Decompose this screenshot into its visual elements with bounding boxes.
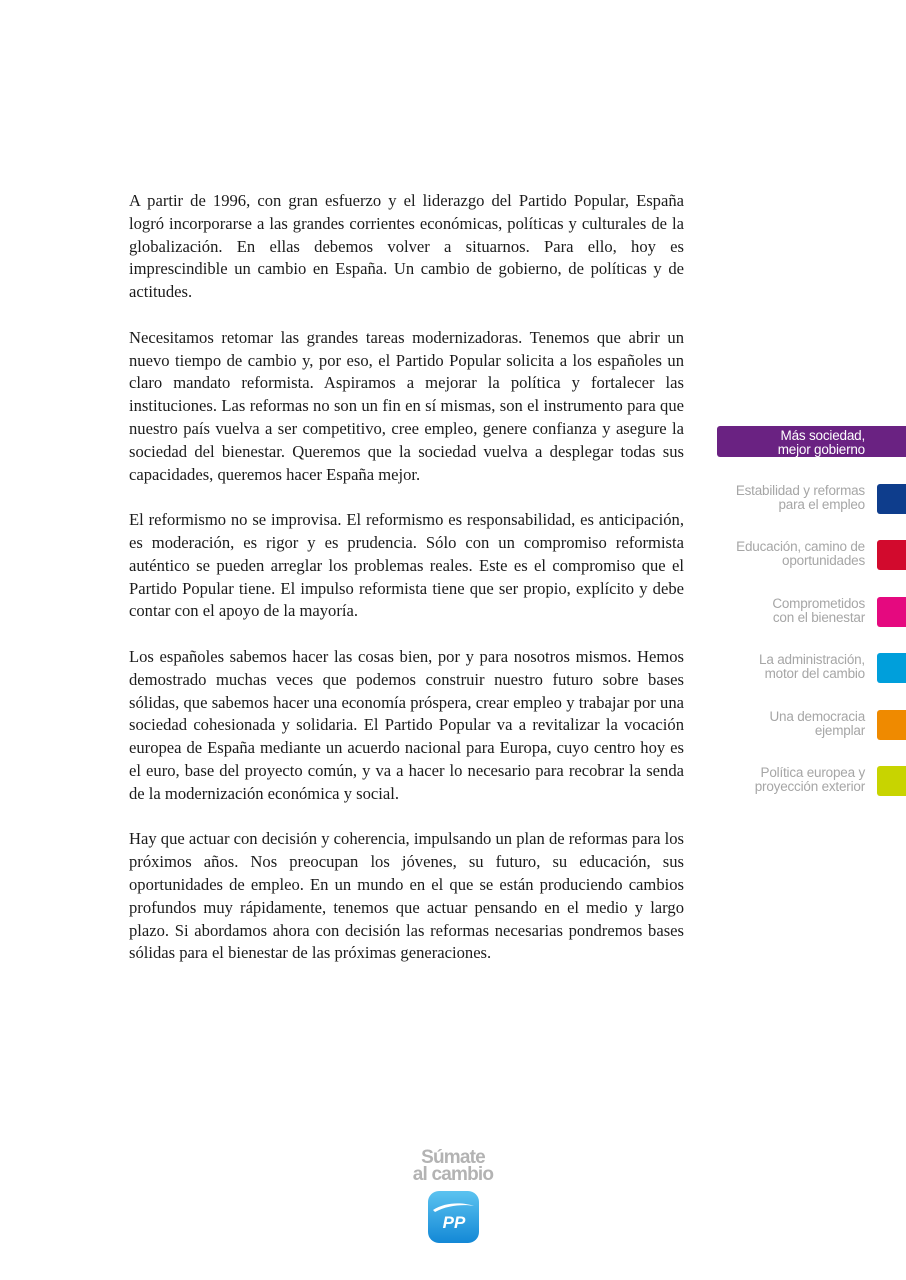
nav-label-line2: con el bienestar xyxy=(772,609,865,625)
nav-item-label xyxy=(755,766,865,793)
main-text xyxy=(129,190,684,988)
slogan-line2: al cambio xyxy=(412,1164,494,1185)
logo-text: PP xyxy=(442,1213,466,1232)
nav-color-tab[interactable] xyxy=(877,597,906,627)
nav-label-line2: motor del cambio xyxy=(764,665,865,681)
nav-item-label xyxy=(736,484,865,511)
footer-slogan xyxy=(400,1149,506,1183)
nav-label-line1: Más sociedad, xyxy=(780,428,865,443)
paragraph-4: Los españoles sabemos hacer las cosas bien, por y para nosotros mismos. Hemos demostrado muchas veces que podemos construir nuestro futuro sobre bases sólidas, que sabemos hacer una economía próspera, crear empleo y trabajar por una sociedad cohesionada y solidaria. El Partido Popular va a revitalizar la vocación europea de España mediante un acuerdo nacional para Europa, cuyo centro hoy es el euro, base del proyecto común, y va a hacer lo necesario para recobrar la senda de la modernización económica y social. xyxy=(129,646,684,803)
nav-item-bienestar[interactable] xyxy=(710,597,906,629)
paragraph-1: A partir de 1996, con gran esfuerzo y el liderazgo del Partido Popular, España logró incorporarse a las grandes corrientes económicas, políticas y culturales de la globalización. En ellas debemos volver a situarnos. Para ello, hoy es imprescindible un cambio en España. Un cambio de gobierno, de políticas y de actitudes. xyxy=(129,191,684,302)
pp-logo xyxy=(427,1190,480,1244)
nav-label-line1: Comprometidos xyxy=(772,596,865,611)
nav-color-tab[interactable] xyxy=(877,484,906,514)
nav-item-label xyxy=(759,653,865,680)
nav-label-line1: Educación, camino de xyxy=(736,539,865,554)
nav-label-line2: proyección exterior xyxy=(754,778,865,794)
nav-label-line2: oportunidades xyxy=(782,552,865,568)
slogan-line1: Súmate xyxy=(421,1147,485,1168)
nav-item-label xyxy=(736,540,865,567)
nav-color-tab[interactable] xyxy=(877,710,906,740)
nav-item-label xyxy=(770,710,866,737)
nav-item-administracion[interactable] xyxy=(710,653,906,685)
nav-item-mas-sociedad[interactable] xyxy=(717,426,906,457)
paragraph-3: El reformismo no se improvisa. El reformismo es responsabilidad, es anticipación, es moderación, es rigor y es prudencia. Sólo con un compromiso reformista auténtico se pueden arreglar los problemas reales. Este es el compromiso que el Partido Popular tiene. El impulso reformista tiene que ser propio, explícito y debe contar con el apoyo de la mayoría. xyxy=(129,510,684,621)
nav-color-tab[interactable] xyxy=(877,653,906,683)
nav-label-line1: Estabilidad y reformas xyxy=(735,483,865,498)
nav-item-label xyxy=(772,597,865,624)
nav-color-tab[interactable] xyxy=(877,766,906,796)
paragraph-5: Hay que actuar con decisión y coherencia, impulsando un plan de reformas para los próximos años. Nos preocupan los jóvenes, su futuro, su educación, sus oportunidades de empleo. En un mundo en el que se están produciendo cambios profundos muy rápidamente, tenemos que actuar pensando en el medio y largo plazo. Si abordamos ahora con decisión las reformas necesarias pondremos bases sólidas para el bienestar de las próximas generaciones. xyxy=(129,829,684,963)
nav-item-estabilidad[interactable] xyxy=(710,484,906,516)
nav-item-europa[interactable] xyxy=(710,766,906,798)
nav-label-line2: para el empleo xyxy=(778,496,865,512)
nav-label-line2: ejemplar xyxy=(814,722,865,738)
nav-label-line1: Una democracia xyxy=(769,709,865,724)
nav-label-line2: mejor gobierno xyxy=(777,441,865,457)
paragraph-2: Necesitamos retomar las grandes tareas modernizadoras. Tenemos que abrir un nuevo tiempo de cambio y, por eso, el Partido Popular solicita a los españoles un claro mandato reformista. Aspiramos a mejorar la política y fortalecer las instituciones. Las reformas no son un fin en sí mismas, son el instrumento para que nuestro país vuelva a ser competitivo, cree empleo, genere confianza y asegure la sociedad del bienestar. Queremos que la sociedad vuelva a desplegar todas sus capacidades, queremos hacer España mejor. xyxy=(129,327,684,484)
nav-label-line1: La administración, xyxy=(759,652,865,667)
nav-item-democracia[interactable] xyxy=(710,710,906,742)
nav-color-tab[interactable] xyxy=(877,540,906,570)
nav-item-educacion[interactable] xyxy=(710,540,906,572)
nav-label-line1: Política europea y xyxy=(760,765,865,780)
